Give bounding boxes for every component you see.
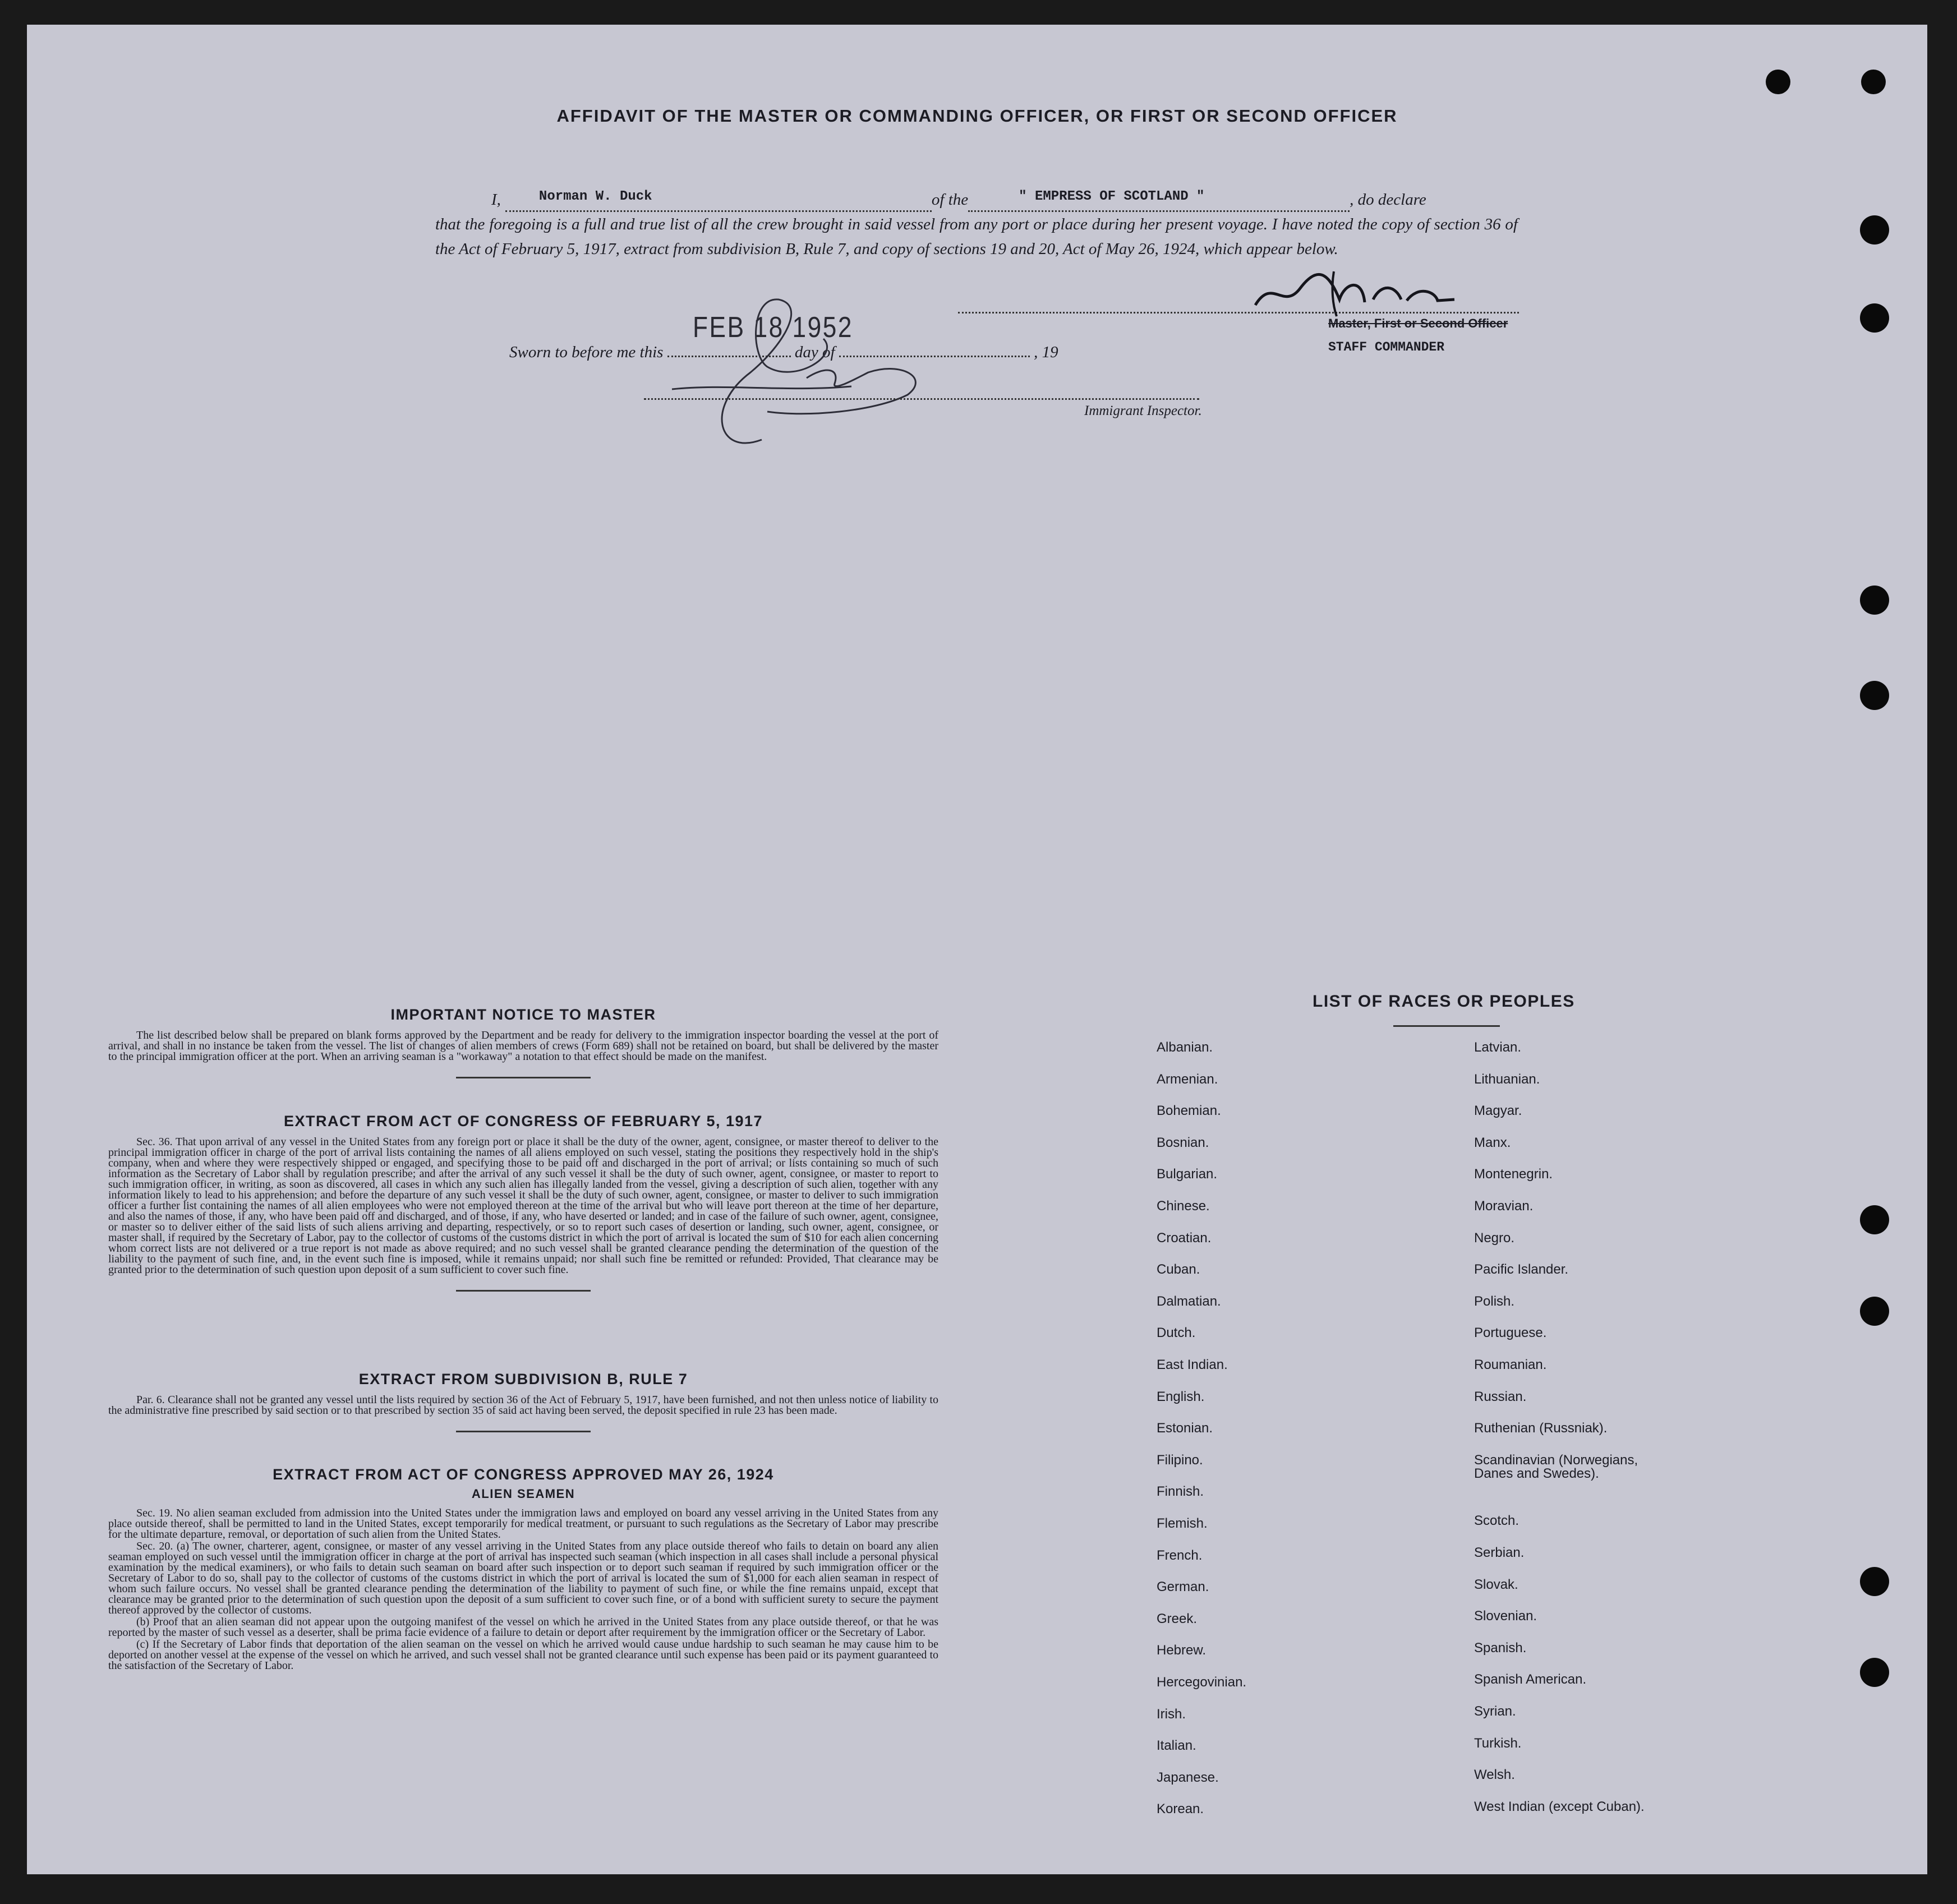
officer-name-field: [505, 189, 932, 212]
race-item: Hebrew.: [1157, 1643, 1207, 1658]
of-the-label: of the: [931, 191, 969, 209]
punch-hole: [1860, 303, 1889, 333]
race-item: Dalmatian.: [1157, 1294, 1221, 1309]
extract-rule7-section: [108, 1371, 938, 1432]
race-item: Roumanian.: [1474, 1357, 1547, 1372]
punch-hole: [1860, 215, 1889, 245]
punch-hole: [1860, 1567, 1889, 1596]
extract-rule7-title: EXTRACT FROM SUBDIVISION B, RULE 7: [358, 1371, 688, 1387]
race-item: German.: [1157, 1579, 1209, 1594]
race-item: Syrian.: [1474, 1704, 1516, 1719]
race-item: Estonian.: [1157, 1421, 1213, 1436]
officer-title: Master, First or Second Officer: [1328, 316, 1508, 330]
race-item: Armenian.: [1157, 1072, 1218, 1087]
affidavit-declaration: [435, 187, 1518, 261]
do-declare-label: , do declare: [1350, 191, 1426, 209]
race-item: Japanese.: [1157, 1770, 1219, 1785]
affidavit-title: AFFIDAVIT OF THE MASTER OR COMMANDING OFFICER, OR FIRST OR SECOND OFFICER: [556, 106, 1398, 126]
notice-section: [108, 1006, 938, 1078]
race-item: Moravian.: [1474, 1198, 1534, 1214]
race-item: Serbian.: [1474, 1545, 1525, 1560]
master-signature: [1233, 260, 1468, 322]
race-item: Chinese.: [1157, 1198, 1210, 1214]
race-item: Welsh.: [1474, 1767, 1515, 1782]
sworn-prefix: Sworn to before me this: [509, 343, 664, 361]
race-item: Bohemian.: [1157, 1103, 1221, 1118]
race-item: Filipino.: [1157, 1453, 1203, 1468]
race-item: East Indian.: [1157, 1357, 1228, 1372]
race-item: Slovak.: [1474, 1577, 1518, 1592]
race-item: Scandinavian (Norwegians, Danes and Swedes).: [1474, 1453, 1638, 1481]
vessel-name: " EMPRESS OF SCOTLAND ": [1019, 189, 1205, 204]
races-title: LIST OF RACES OR PEOPLES: [1313, 992, 1575, 1011]
race-item: Magyar.: [1474, 1103, 1522, 1118]
officer-name: Norman W. Duck: [538, 189, 652, 204]
race-item: Bulgarian.: [1157, 1167, 1218, 1182]
race-item: Slovenian.: [1474, 1608, 1537, 1624]
race-item: Flemish.: [1157, 1516, 1208, 1531]
punch-hole: [1860, 1205, 1889, 1234]
extract-1917-section: [108, 1113, 938, 1292]
day-of-label: day of: [794, 343, 835, 361]
race-item: Turkish.: [1474, 1736, 1522, 1751]
extract-1924-section: [108, 1466, 938, 1671]
extract-1917-title: EXTRACT FROM ACT OF CONGRESS OF FEBRUARY 5, 1917: [283, 1113, 763, 1130]
inspector-label: Immigrant Inspector.: [1084, 403, 1202, 418]
date-stamp: FEB 18 1952: [693, 311, 854, 344]
race-item: French.: [1157, 1548, 1203, 1563]
race-item: Spanish.: [1474, 1640, 1527, 1656]
race-item: Bosnian.: [1157, 1135, 1209, 1150]
race-item: Russian.: [1474, 1389, 1527, 1404]
notice-text: The list described below shall be prepared on blank forms approved by the Department and be ready for delivery to the immigration inspector boarding the vessel at the port of arrival, and shall in no instance be taken from the vessel. The list of changes of alien members of crews (Form 689) shall not be retained on board, but shall be delivered by the master to the principal immigration officer at the port. When an arriving seaman is a "workaway" a notation to that effect should be made on the manifest.: [108, 1029, 938, 1063]
race-item: Portuguese.: [1474, 1325, 1547, 1340]
race-item: Pacific Islander.: [1474, 1262, 1569, 1277]
declaration-prefix: I,: [491, 191, 501, 209]
year-prefix: , 19: [1034, 343, 1058, 361]
race-item: Latvian.: [1474, 1040, 1522, 1055]
staff-commander-title: STAFF COMMANDER: [1328, 340, 1445, 354]
race-item: Albanian.: [1157, 1040, 1213, 1055]
race-item: Manx.: [1474, 1135, 1511, 1150]
sec-19-text: Sec. 19. No alien seaman excluded from admission into the United States under the immigration laws and employed on board any vessel arriving in the United States from any place outside thereof, shall be permitted to land in the United States, except temporarily for medical treatment, or pursuant to such regulations as the Secretary of Labor may prescribe for the ultimate departure, removal, or deportation of such alien from the United States.: [108, 1507, 938, 1541]
race-item: Dutch.: [1157, 1325, 1196, 1340]
sec-20a-text: Sec. 20. (a) The owner, charterer, agent, consignee, or master of any vessel arriving in the United States from any place outside thereof who fails to detain on board any alien seaman employed on such vessel until the immigration officer in charge at the port of arrival has inspected such seaman (which inspection in all cases shall include a personal physical examination by the medical examiners), or who fails to detain such seaman on board after such inspection or to deport such seaman if required by such immigration officer or the Secretary of Labor to do so, shall pay to the collector of customs of the customs district in which the port of arrival is located the sum of $1,000 for each alien seaman in respect of whom such failure occurs. No vessel shall be granted clearance pending the determination of the liability to payment of such fine, or while the fine remains unpaid, except that clearance may be granted prior to the determination of such question upon the deposit of a sum sufficient to cover such fine, or of a bond with sufficient surety to secure the payment thereof approved by the collector of customs.: [108, 1540, 938, 1616]
race-item: Cuban.: [1157, 1262, 1200, 1277]
race-item: Negro.: [1474, 1230, 1515, 1246]
notice-title: IMPORTANT NOTICE TO MASTER: [390, 1006, 656, 1023]
document-page: [27, 25, 1927, 1874]
race-item: Finnish.: [1157, 1484, 1204, 1499]
race-item: Korean.: [1157, 1801, 1204, 1817]
race-item: Hercegovinian.: [1157, 1675, 1247, 1690]
punch-hole: [1861, 70, 1886, 94]
extract-rule7-text: Par. 6. Clearance shall not be granted any vessel until the lists required by section 36 of the Act of February 5, 1917, have been furnished, and not then unless notice of liability to the administrative fine prescribed by said section or to that prescribed by section 35 of said act having been served, the deposit specified in rule 23 has been made.: [108, 1394, 938, 1417]
race-item: Scotch.: [1474, 1513, 1519, 1528]
race-item: West Indian (except Cuban).: [1474, 1799, 1645, 1814]
sec-20b-text: (b) Proof that an alien seaman did not appear upon the outgoing manifest of the vessel on which he arrived in the United States from any place outside thereof, or that he was reported by the master of such vessel as a deserter, shall be prima facie evidence of a failure to detain or deport after requirement by the immigration officer or the Secretary of Labor.: [108, 1616, 938, 1639]
extract-1917-text: Sec. 36. That upon arrival of any vessel in the United States from any foreign port or place it shall be the duty of the owner, agent, consignee, or master thereof to deliver to the principal immigration officer in charge of the port of arrival lists containing the names of all aliens employed on such vessel, stating the positions they respectively hold in the ship's company, when and where they were respectively shipped or engaged, and specifying those to be paid off and discharged in the port of arrival; or lists containing so much of such information as the Secretary of Labor shall by regulation prescribe; and after the arrival of any such vessel it shall be the duty of such owner, agent, consignee, or master to report to such immigration officer, in writing, as soon as discovered, all cases in which any such alien has illegally landed from the vessel, giving a description of such alien, together with any information likely to lead to his apprehension; and before the departure of any such vessel it shall be the duty of such owner, agent, consignee, or master to deliver to such immigration officer a further list containing the names of all alien employees who were not employed thereon at the time of the arrival but who will leave port thereon at the time of her departure, and also the names of those, if any, who have been paid off and discharged, and of those, if any, who have deserted or landed; and in case of the failure of such owner, agent, consignee, or master so to deliver either of the said lists of such aliens arriving and departing, respectively, or so to report such cases of desertion or landing, such owner, agent, consignee, or master shall, if required by the Secretary of Labor, pay to the collector of customs of the customs district in which the port of arrival is located the sum of $10 for each alien concerning whom correct lists are not delivered or a true report is not made as above required; and no such vessel shall be granted clearance pending the determination of the question of the liability to the payment of such fine, and, in the event such fine is imposed, while it remains unpaid; nor shall such fine be remitted or refunded: Provided, That clearance may be granted prior to the determination of such question upon deposit of a sum sufficient to cover such fine.: [108, 1136, 938, 1276]
inspector-signature: [638, 271, 975, 473]
race-item: Montenegrin.: [1474, 1167, 1553, 1182]
race-item: Irish.: [1157, 1707, 1186, 1722]
punch-hole: [1860, 1658, 1889, 1687]
sec-20c-text: (c) If the Secretary of Labor finds that deportation of the alien seaman on the vessel on which he arrived would cause undue hardship to such seaman he may cause him to be deported on another vessel at the expense of the vessel on which he arrived, and such vessel shall not be granted clearance until such expense has been paid or its payment guaranteed to the satisfaction of the Secretary of Labor.: [108, 1638, 938, 1672]
extract-1924-subtitle: ALIEN SEAMEN: [471, 1487, 575, 1501]
punch-hole: [1860, 586, 1889, 615]
punch-hole: [1860, 681, 1889, 710]
punch-hole: [1766, 70, 1790, 94]
race-item: English.: [1157, 1389, 1205, 1404]
declaration-text: that the foregoing is a full and true list of all the crew brought in said vessel from any port or place during her present voyage. I have noted the copy of section 36 of the Act of February 5, 1917, extract from subdivision B, Rule 7, and copy of sections 19 and 20, Act of May 26, 1924, which appear below.: [435, 215, 1518, 258]
race-item: Ruthenian (Russniak).: [1474, 1421, 1608, 1436]
race-item: Italian.: [1157, 1738, 1196, 1753]
extract-1924-title: EXTRACT FROM ACT OF CONGRESS APPROVED MAY 26, 1924: [273, 1466, 774, 1483]
race-item: Polish.: [1474, 1294, 1515, 1309]
inspector-line: [644, 398, 1199, 400]
race-item: Greek.: [1157, 1611, 1198, 1626]
race-item: Croatian.: [1157, 1230, 1212, 1246]
punch-hole: [1860, 1297, 1889, 1326]
vessel-name-field: [968, 189, 1350, 212]
race-item: Lithuanian.: [1474, 1072, 1540, 1087]
race-item: Spanish American.: [1474, 1672, 1587, 1687]
